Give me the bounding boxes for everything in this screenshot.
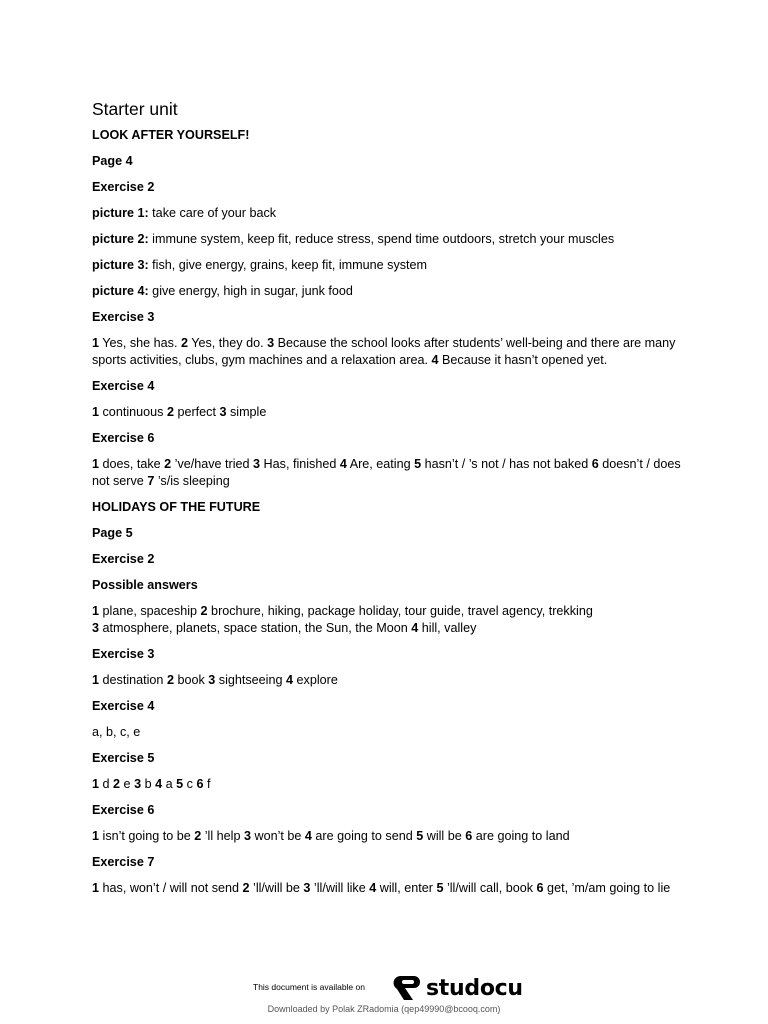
answer-number: 3	[303, 881, 311, 895]
answer-number: 4	[286, 673, 294, 687]
answer-number: 5	[436, 881, 444, 895]
answer-number: 2	[164, 457, 172, 471]
answer-text: will be	[423, 829, 466, 843]
answer-text: Has, finished	[260, 457, 340, 471]
answer-text: doesn’t / does not serve	[92, 457, 681, 488]
answer-text: ’ll/will like	[310, 881, 370, 895]
answer-text: book	[173, 673, 209, 687]
answer-number: 1	[92, 336, 100, 350]
document-page	[92, 98, 692, 906]
section-heading: Exercise 6	[92, 803, 155, 817]
section-heading: Exercise 3	[92, 647, 155, 661]
answer-line	[92, 205, 692, 222]
section-heading: Page 5	[92, 526, 133, 540]
section-heading: Exercise 4	[92, 379, 155, 393]
answer-line	[92, 724, 692, 741]
answer-text: brochure, hiking, package holiday, tour guide, travel agency, trekking	[207, 604, 593, 618]
answer-number: 2	[166, 673, 174, 687]
answer-text: b	[141, 777, 156, 791]
answer-text: give energy, high in sugar, junk food	[148, 284, 353, 298]
studocu-logo[interactable]	[393, 973, 523, 1003]
answer-line	[92, 283, 692, 300]
answer-number: 4	[339, 457, 347, 471]
answer-line	[92, 828, 692, 845]
section-heading: Exercise 2	[92, 180, 155, 194]
answer-text: destination	[99, 673, 167, 687]
section-heading: LOOK AFTER YOURSELF!	[92, 128, 250, 142]
answer-number: 3	[208, 673, 216, 687]
answer-text: are going to land	[472, 829, 570, 843]
document-content	[92, 127, 692, 897]
answer-text: hill, valley	[418, 621, 477, 635]
answer-text: Because it hasn’t opened yet.	[438, 353, 608, 367]
section-heading: Page 4	[92, 154, 133, 168]
answer-number: 7	[147, 474, 155, 488]
answer-number: 1	[92, 829, 100, 843]
answer-number: 4	[304, 829, 312, 843]
answer-text: get, ’m/am going to lie	[543, 881, 671, 895]
answer-number: 1	[92, 457, 100, 471]
answer-text: isn’t going to be	[99, 829, 195, 843]
answer-text: a	[162, 777, 177, 791]
answer-text: d	[99, 777, 114, 791]
answer-number: picture 4:	[92, 284, 149, 298]
answer-number: 4	[155, 777, 163, 791]
answer-line	[92, 456, 692, 490]
answer-text: has, won’t / will not send	[99, 881, 243, 895]
answer-number: 2	[113, 777, 121, 791]
answer-number: 2	[242, 881, 250, 895]
answer-text: c	[183, 777, 197, 791]
answer-text: ’ll/will call, book	[443, 881, 537, 895]
answer-number: 3	[253, 457, 261, 471]
answer-text: does, take	[99, 457, 165, 471]
available-on-text: This document is available on	[253, 982, 365, 992]
answer-number: 3	[219, 405, 227, 419]
answer-number: 3	[243, 829, 251, 843]
answer-text: ’ll help	[201, 829, 244, 843]
answer-number: 1	[92, 673, 100, 687]
answer-text: Are, eating	[346, 457, 415, 471]
downloaded-by-text: Downloaded by Polak ZRadomia (qep49990@bcooq.com)	[267, 1004, 501, 1014]
answer-number: 3	[92, 621, 100, 635]
answer-line	[92, 672, 692, 689]
answer-number: 4	[369, 881, 377, 895]
answer-text: Yes, she has.	[99, 336, 181, 350]
section-heading: Exercise 6	[92, 431, 155, 445]
answer-text: e	[120, 777, 135, 791]
answer-line	[92, 335, 692, 369]
answer-number: 2	[200, 604, 208, 618]
answer-number: 6	[196, 777, 204, 791]
answer-text: continuous	[99, 405, 167, 419]
answer-text: ’ve/have tried	[171, 457, 254, 471]
unit-title: Starter unit	[92, 99, 178, 119]
answer-text: a, b, c, e	[92, 725, 141, 739]
answer-text: won’t be	[250, 829, 305, 843]
answer-number: 3	[267, 336, 275, 350]
section-heading: Possible answers	[92, 578, 198, 592]
answer-text: plane, spaceship	[99, 604, 201, 618]
section-heading: HOLIDAYS OF THE FUTURE	[92, 500, 261, 514]
answer-number: 1	[92, 405, 100, 419]
answer-number: 1	[92, 777, 100, 791]
answer-text: Because the school looks after students’ well-being and there are many sports activities, clubs, gym machines and a relaxation area.	[92, 336, 676, 367]
answer-number: picture 1:	[92, 206, 149, 220]
answer-number: 2	[166, 405, 174, 419]
answer-number: 3	[134, 777, 142, 791]
answer-text: fish, give energy, grains, keep fit, immune system	[148, 258, 428, 272]
answer-number: 6	[591, 457, 599, 471]
answer-line	[92, 776, 692, 793]
studocu-logo-text: studocu	[426, 975, 523, 1001]
section-heading: Exercise 2	[92, 552, 155, 566]
section-heading: Exercise 7	[92, 855, 155, 869]
section-heading: Exercise 3	[92, 310, 155, 324]
answer-line	[92, 603, 692, 637]
answer-text: take care of your back	[148, 206, 277, 220]
answer-number: 4	[411, 621, 419, 635]
studocu-logo-icon	[393, 973, 423, 1003]
answer-number: 6	[536, 881, 544, 895]
answer-text: are going to send	[311, 829, 417, 843]
answer-number: 1	[92, 881, 100, 895]
answer-text: explore	[293, 673, 338, 687]
answer-text: perfect	[173, 405, 220, 419]
answer-text: simple	[226, 405, 267, 419]
answer-number: 5	[416, 829, 424, 843]
answer-number: 2	[194, 829, 202, 843]
answer-text: sightseeing	[215, 673, 286, 687]
answer-text: immune system, keep fit, reduce stress, spend time outdoors, stretch your muscles	[148, 232, 615, 246]
section-heading: Exercise 5	[92, 751, 155, 765]
answer-line	[92, 257, 692, 274]
answer-line	[92, 404, 692, 421]
answer-line	[92, 880, 692, 897]
section-heading: Exercise 4	[92, 699, 155, 713]
answer-number: 6	[465, 829, 473, 843]
answer-text: hasn’t / ’s not / has not baked	[421, 457, 592, 471]
answer-number: picture 3:	[92, 258, 149, 272]
answer-number: 4	[431, 353, 439, 367]
answer-text: ’ll/will be	[249, 881, 304, 895]
answer-number: 2	[180, 336, 188, 350]
answer-text: f	[203, 777, 211, 791]
answer-text: Yes, they do.	[187, 336, 268, 350]
answer-number: 5	[414, 457, 422, 471]
answer-text: ’s/is sleeping	[154, 474, 230, 488]
answer-line	[92, 231, 692, 248]
answer-number: 5	[176, 777, 184, 791]
answer-text: atmosphere, planets, space station, the Sun, the Moon	[99, 621, 412, 635]
answer-number: 1	[92, 604, 100, 618]
answer-text: will, enter	[376, 881, 437, 895]
answer-number: picture 2:	[92, 232, 149, 246]
